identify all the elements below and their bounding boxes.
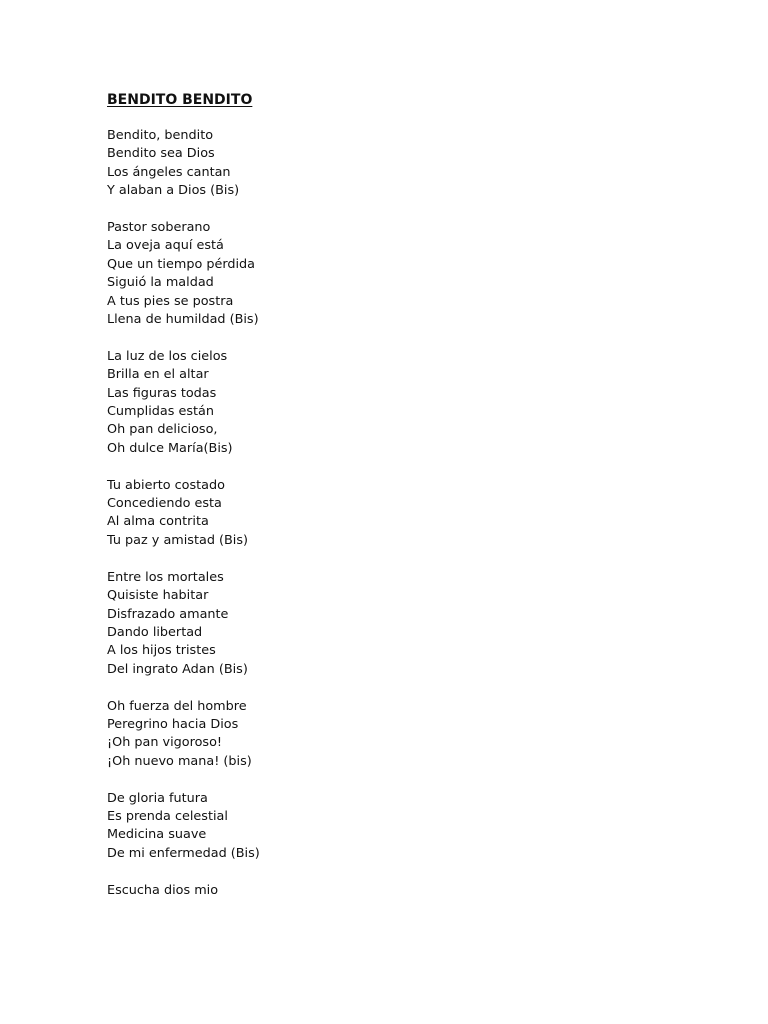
- stanza: [107, 698, 707, 772]
- lyric-line: Bendito sea Dios: [107, 146, 215, 162]
- lyric-line: Tu paz y amistad (Bis): [107, 532, 249, 548]
- stanza: [107, 127, 707, 201]
- lyric-line: Bendito, bendito: [107, 128, 214, 143]
- song-title: BENDITO BENDITO: [107, 92, 253, 108]
- lyric-line: Concediendo esta: [107, 496, 222, 512]
- document-page: [107, 91, 707, 918]
- lyric-line: Dando libertad: [107, 624, 203, 640]
- lyric-line: Al alma contrita: [107, 514, 209, 530]
- lyric-line: Disfrazado amante: [107, 606, 229, 622]
- lyrics-body: [107, 127, 707, 900]
- lyric-line: Siguió la maldad: [107, 275, 214, 291]
- stanza: [107, 569, 707, 679]
- lyric-line: ¡Oh nuevo mana! (bis): [107, 753, 252, 769]
- lyric-line: Los ángeles cantan: [107, 164, 231, 180]
- lyric-line: Peregrino hacia Dios: [107, 716, 239, 732]
- lyric-line: Es prenda celestial: [107, 808, 228, 824]
- stanza: [107, 219, 707, 329]
- lyric-line: Medicina suave: [107, 827, 207, 843]
- lyric-line: Que un tiempo pérdida: [107, 256, 256, 272]
- lyric-line: Y alaban a Dios (Bis): [107, 183, 240, 199]
- lyric-line: Pastor soberano: [107, 220, 211, 236]
- lyric-line: Oh pan delicioso,: [107, 422, 218, 438]
- lyric-line: La luz de los cielos: [107, 348, 228, 364]
- lyric-line: Del ingrato Adan (Bis): [107, 661, 248, 677]
- lyric-line: Las figuras todas: [107, 385, 217, 401]
- lyric-line: Llena de humildad (Bis): [107, 312, 259, 328]
- lyric-line: A los hijos tristes: [107, 643, 216, 659]
- stanza: [107, 882, 707, 900]
- lyric-line: A tus pies se postra: [107, 293, 234, 309]
- lyric-line: Cumplidas están: [107, 404, 214, 420]
- lyric-line: ¡Oh pan vigoroso!: [107, 735, 223, 751]
- lyric-line: Entre los mortales: [107, 569, 224, 585]
- lyric-line: La oveja aquí está: [107, 238, 224, 254]
- lyric-line: Quisiste habitar: [107, 588, 209, 604]
- lyric-line: Tu abierto costado: [107, 477, 225, 493]
- lyric-line: Oh dulce María(Bis): [107, 440, 233, 456]
- stanza: [107, 790, 707, 864]
- lyric-line: Escucha dios mio: [107, 882, 219, 898]
- lyric-line: Oh fuerza del hombre: [107, 698, 247, 714]
- stanza: [107, 348, 707, 458]
- lyric-line: De mi enfermedad (Bis): [107, 845, 260, 861]
- stanza: [107, 477, 707, 551]
- lyric-line: Brilla en el altar: [107, 367, 209, 383]
- lyric-line: De gloria futura: [107, 790, 208, 806]
